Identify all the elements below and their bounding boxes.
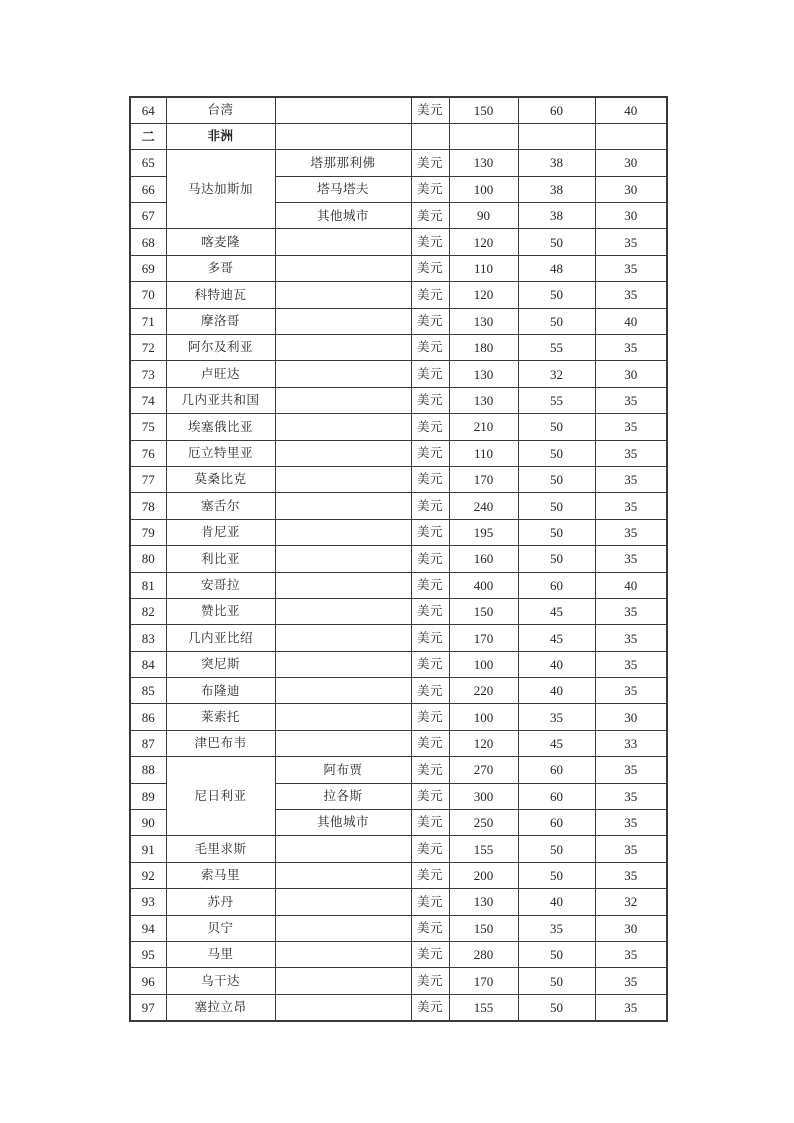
city-cell <box>275 836 411 862</box>
row-number-cell: 二 <box>130 123 166 149</box>
row-number-cell: 83 <box>130 625 166 651</box>
row-number-cell: 73 <box>130 361 166 387</box>
table-row <box>130 862 667 888</box>
value-cell: 130 <box>449 387 518 413</box>
table-row <box>130 546 667 572</box>
value-cell: 50 <box>518 414 595 440</box>
table-row <box>130 282 667 308</box>
city-cell <box>275 651 411 677</box>
value-cell: 160 <box>449 546 518 572</box>
value-cell: 130 <box>449 361 518 387</box>
country-cell: 赞比亚 <box>166 598 275 624</box>
currency-cell: 美元 <box>411 598 449 624</box>
row-number-cell: 65 <box>130 150 166 176</box>
row-number-cell: 84 <box>130 651 166 677</box>
value-cell: 35 <box>518 704 595 730</box>
value-cell: 50 <box>518 282 595 308</box>
value-cell: 40 <box>518 889 595 915</box>
row-number-cell: 93 <box>130 889 166 915</box>
city-cell <box>275 915 411 941</box>
country-cell: 塞拉立昂 <box>166 994 275 1020</box>
value-cell: 35 <box>595 387 667 413</box>
value-cell: 50 <box>518 546 595 572</box>
currency-cell: 美元 <box>411 229 449 255</box>
row-number-cell: 82 <box>130 598 166 624</box>
currency-cell: 美元 <box>411 783 449 809</box>
country-cell: 布隆迪 <box>166 678 275 704</box>
city-cell <box>275 387 411 413</box>
currency-cell: 美元 <box>411 915 449 941</box>
table-row <box>130 150 667 176</box>
city-cell <box>275 889 411 915</box>
value-cell: 40 <box>518 678 595 704</box>
city-cell <box>275 730 411 756</box>
value-cell: 35 <box>595 282 667 308</box>
table-row <box>130 387 667 413</box>
table-row <box>130 704 667 730</box>
city-cell <box>275 862 411 888</box>
value-cell: 120 <box>449 282 518 308</box>
country-cell: 科特迪瓦 <box>166 282 275 308</box>
value-cell: 35 <box>518 915 595 941</box>
value-cell: 180 <box>449 335 518 361</box>
city-cell <box>275 361 411 387</box>
value-cell: 60 <box>518 810 595 836</box>
value-cell: 38 <box>518 203 595 229</box>
value-cell: 38 <box>518 150 595 176</box>
city-cell <box>275 414 411 440</box>
value-cell: 130 <box>449 150 518 176</box>
country-cell: 几内亚比绍 <box>166 625 275 651</box>
value-cell: 35 <box>595 651 667 677</box>
currency-cell: 美元 <box>411 651 449 677</box>
currency-cell: 美元 <box>411 546 449 572</box>
table-row <box>130 625 667 651</box>
city-cell <box>275 335 411 361</box>
row-number-cell: 90 <box>130 810 166 836</box>
city-cell <box>275 229 411 255</box>
currency-cell: 美元 <box>411 308 449 334</box>
table-row <box>130 519 667 545</box>
country-cell: 肯尼亚 <box>166 519 275 545</box>
value-cell: 35 <box>595 968 667 994</box>
table-row <box>130 414 667 440</box>
allowance-table <box>129 96 668 1022</box>
value-cell: 30 <box>595 915 667 941</box>
value-cell: 155 <box>449 836 518 862</box>
row-number-cell: 78 <box>130 493 166 519</box>
value-cell: 35 <box>595 255 667 281</box>
currency-cell: 美元 <box>411 994 449 1020</box>
allowance-table-body <box>130 97 667 1021</box>
value-cell: 50 <box>518 836 595 862</box>
value-cell: 30 <box>595 203 667 229</box>
city-cell <box>275 704 411 730</box>
currency-cell: 美元 <box>411 704 449 730</box>
row-number-cell: 80 <box>130 546 166 572</box>
table-row <box>130 889 667 915</box>
country-cell: 利比亚 <box>166 546 275 572</box>
table-row <box>130 651 667 677</box>
city-cell <box>275 519 411 545</box>
country-cell: 埃塞俄比亚 <box>166 414 275 440</box>
country-cell: 台湾 <box>166 97 275 123</box>
value-cell: 35 <box>595 440 667 466</box>
value-cell: 50 <box>518 229 595 255</box>
row-number-cell: 76 <box>130 440 166 466</box>
row-number-cell: 95 <box>130 942 166 968</box>
value-cell: 240 <box>449 493 518 519</box>
value-cell: 250 <box>449 810 518 836</box>
row-number-cell: 68 <box>130 229 166 255</box>
value-cell: 60 <box>518 572 595 598</box>
currency-cell: 美元 <box>411 466 449 492</box>
table-row <box>130 97 667 123</box>
city-cell: 拉各斯 <box>275 783 411 809</box>
value-cell: 150 <box>449 598 518 624</box>
currency-cell: 美元 <box>411 889 449 915</box>
city-cell <box>275 440 411 466</box>
city-cell <box>275 546 411 572</box>
row-number-cell: 67 <box>130 203 166 229</box>
value-cell: 130 <box>449 308 518 334</box>
currency-cell: 美元 <box>411 414 449 440</box>
value-cell: 32 <box>595 889 667 915</box>
city-cell <box>275 308 411 334</box>
currency-cell: 美元 <box>411 678 449 704</box>
value-cell <box>449 123 518 149</box>
value-cell: 50 <box>518 968 595 994</box>
row-number-cell: 85 <box>130 678 166 704</box>
currency-cell: 美元 <box>411 862 449 888</box>
currency-cell: 美元 <box>411 572 449 598</box>
value-cell: 400 <box>449 572 518 598</box>
currency-cell: 美元 <box>411 730 449 756</box>
value-cell: 300 <box>449 783 518 809</box>
table-row <box>130 915 667 941</box>
currency-cell <box>411 123 449 149</box>
currency-cell: 美元 <box>411 625 449 651</box>
value-cell: 35 <box>595 862 667 888</box>
table-row <box>130 942 667 968</box>
value-cell: 200 <box>449 862 518 888</box>
row-number-cell: 71 <box>130 308 166 334</box>
value-cell: 35 <box>595 519 667 545</box>
city-cell <box>275 255 411 281</box>
country-cell: 苏丹 <box>166 889 275 915</box>
country-cell: 莱索托 <box>166 704 275 730</box>
table-row <box>130 572 667 598</box>
value-cell: 35 <box>595 783 667 809</box>
city-cell: 塔马塔夫 <box>275 176 411 202</box>
value-cell: 35 <box>595 810 667 836</box>
value-cell: 100 <box>449 176 518 202</box>
value-cell: 220 <box>449 678 518 704</box>
table-row <box>130 255 667 281</box>
row-number-cell: 66 <box>130 176 166 202</box>
value-cell: 48 <box>518 255 595 281</box>
currency-cell: 美元 <box>411 836 449 862</box>
city-cell: 塔那那利佛 <box>275 150 411 176</box>
value-cell: 210 <box>449 414 518 440</box>
value-cell: 40 <box>595 308 667 334</box>
value-cell: 40 <box>595 572 667 598</box>
value-cell: 170 <box>449 466 518 492</box>
currency-cell: 美元 <box>411 361 449 387</box>
value-cell: 40 <box>595 97 667 123</box>
table-row <box>130 361 667 387</box>
country-cell: 多哥 <box>166 255 275 281</box>
currency-cell: 美元 <box>411 255 449 281</box>
value-cell: 35 <box>595 836 667 862</box>
currency-cell: 美元 <box>411 203 449 229</box>
value-cell: 38 <box>518 176 595 202</box>
table-row <box>130 466 667 492</box>
currency-cell: 美元 <box>411 810 449 836</box>
value-cell: 170 <box>449 625 518 651</box>
value-cell: 50 <box>518 440 595 466</box>
value-cell: 35 <box>595 546 667 572</box>
country-cell: 几内亚共和国 <box>166 387 275 413</box>
row-number-cell: 89 <box>130 783 166 809</box>
city-cell <box>275 968 411 994</box>
value-cell: 270 <box>449 757 518 783</box>
value-cell: 45 <box>518 598 595 624</box>
country-cell: 厄立特里亚 <box>166 440 275 466</box>
value-cell: 35 <box>595 994 667 1020</box>
row-number-cell: 91 <box>130 836 166 862</box>
value-cell: 50 <box>518 519 595 545</box>
row-number-cell: 94 <box>130 915 166 941</box>
row-number-cell: 88 <box>130 757 166 783</box>
value-cell: 35 <box>595 466 667 492</box>
city-cell <box>275 282 411 308</box>
currency-cell: 美元 <box>411 519 449 545</box>
value-cell: 35 <box>595 229 667 255</box>
value-cell: 35 <box>595 625 667 651</box>
section-row <box>130 123 667 149</box>
value-cell: 120 <box>449 730 518 756</box>
currency-cell: 美元 <box>411 387 449 413</box>
value-cell: 50 <box>518 994 595 1020</box>
country-cell: 津巴布韦 <box>166 730 275 756</box>
value-cell: 30 <box>595 704 667 730</box>
table-row <box>130 836 667 862</box>
country-cell: 尼日利亚 <box>166 757 275 836</box>
country-cell: 毛里求斯 <box>166 836 275 862</box>
currency-cell: 美元 <box>411 493 449 519</box>
city-cell <box>275 466 411 492</box>
city-cell: 阿布贾 <box>275 757 411 783</box>
currency-cell: 美元 <box>411 150 449 176</box>
currency-cell: 美元 <box>411 968 449 994</box>
currency-cell: 美元 <box>411 97 449 123</box>
city-cell <box>275 625 411 651</box>
country-cell: 马里 <box>166 942 275 968</box>
value-cell: 50 <box>518 862 595 888</box>
currency-cell: 美元 <box>411 176 449 202</box>
value-cell: 40 <box>518 651 595 677</box>
value-cell: 195 <box>449 519 518 545</box>
value-cell: 30 <box>595 361 667 387</box>
country-cell: 马达加斯加 <box>166 150 275 229</box>
country-cell: 喀麦隆 <box>166 229 275 255</box>
row-number-cell: 69 <box>130 255 166 281</box>
value-cell: 130 <box>449 889 518 915</box>
row-number-cell: 74 <box>130 387 166 413</box>
country-cell: 乌干达 <box>166 968 275 994</box>
value-cell: 100 <box>449 704 518 730</box>
value-cell: 280 <box>449 942 518 968</box>
country-cell: 安哥拉 <box>166 572 275 598</box>
table-row <box>130 730 667 756</box>
value-cell: 50 <box>518 466 595 492</box>
country-cell: 莫桑比克 <box>166 466 275 492</box>
city-cell <box>275 97 411 123</box>
value-cell: 35 <box>595 757 667 783</box>
city-cell <box>275 994 411 1020</box>
value-cell: 33 <box>595 730 667 756</box>
table-row <box>130 994 667 1020</box>
currency-cell: 美元 <box>411 440 449 466</box>
currency-cell: 美元 <box>411 942 449 968</box>
value-cell: 120 <box>449 229 518 255</box>
table-row <box>130 757 667 783</box>
country-cell: 索马里 <box>166 862 275 888</box>
city-cell <box>275 493 411 519</box>
table-row <box>130 598 667 624</box>
value-cell: 35 <box>595 493 667 519</box>
value-cell: 35 <box>595 678 667 704</box>
city-cell <box>275 572 411 598</box>
city-cell <box>275 123 411 149</box>
table-row <box>130 678 667 704</box>
country-cell: 非洲 <box>166 123 275 149</box>
country-cell: 卢旺达 <box>166 361 275 387</box>
value-cell: 50 <box>518 308 595 334</box>
currency-cell: 美元 <box>411 282 449 308</box>
value-cell: 35 <box>595 598 667 624</box>
value-cell: 110 <box>449 440 518 466</box>
row-number-cell: 72 <box>130 335 166 361</box>
country-cell: 贝宁 <box>166 915 275 941</box>
table-row <box>130 493 667 519</box>
value-cell: 55 <box>518 387 595 413</box>
value-cell: 32 <box>518 361 595 387</box>
row-number-cell: 97 <box>130 994 166 1020</box>
value-cell <box>595 123 667 149</box>
value-cell: 50 <box>518 942 595 968</box>
currency-cell: 美元 <box>411 757 449 783</box>
value-cell: 35 <box>595 335 667 361</box>
row-number-cell: 64 <box>130 97 166 123</box>
value-cell: 50 <box>518 493 595 519</box>
country-cell: 塞舌尔 <box>166 493 275 519</box>
value-cell: 60 <box>518 757 595 783</box>
value-cell: 60 <box>518 97 595 123</box>
table-row <box>130 440 667 466</box>
row-number-cell: 70 <box>130 282 166 308</box>
table-row <box>130 968 667 994</box>
row-number-cell: 92 <box>130 862 166 888</box>
value-cell: 90 <box>449 203 518 229</box>
value-cell: 150 <box>449 97 518 123</box>
value-cell: 55 <box>518 335 595 361</box>
row-number-cell: 75 <box>130 414 166 440</box>
row-number-cell: 86 <box>130 704 166 730</box>
value-cell: 30 <box>595 150 667 176</box>
row-number-cell: 96 <box>130 968 166 994</box>
value-cell: 45 <box>518 730 595 756</box>
value-cell: 100 <box>449 651 518 677</box>
city-cell <box>275 942 411 968</box>
value-cell: 30 <box>595 176 667 202</box>
city-cell <box>275 678 411 704</box>
country-cell: 突尼斯 <box>166 651 275 677</box>
value-cell: 110 <box>449 255 518 281</box>
row-number-cell: 79 <box>130 519 166 545</box>
value-cell: 35 <box>595 414 667 440</box>
country-cell: 阿尔及利亚 <box>166 335 275 361</box>
table-row <box>130 308 667 334</box>
value-cell: 150 <box>449 915 518 941</box>
value-cell: 155 <box>449 994 518 1020</box>
currency-cell: 美元 <box>411 335 449 361</box>
row-number-cell: 87 <box>130 730 166 756</box>
table-row <box>130 229 667 255</box>
country-cell: 摩洛哥 <box>166 308 275 334</box>
value-cell <box>518 123 595 149</box>
value-cell: 35 <box>595 942 667 968</box>
value-cell: 170 <box>449 968 518 994</box>
city-cell: 其他城市 <box>275 203 411 229</box>
value-cell: 45 <box>518 625 595 651</box>
value-cell: 60 <box>518 783 595 809</box>
row-number-cell: 81 <box>130 572 166 598</box>
row-number-cell: 77 <box>130 466 166 492</box>
city-cell: 其他城市 <box>275 810 411 836</box>
city-cell <box>275 598 411 624</box>
table-row <box>130 335 667 361</box>
